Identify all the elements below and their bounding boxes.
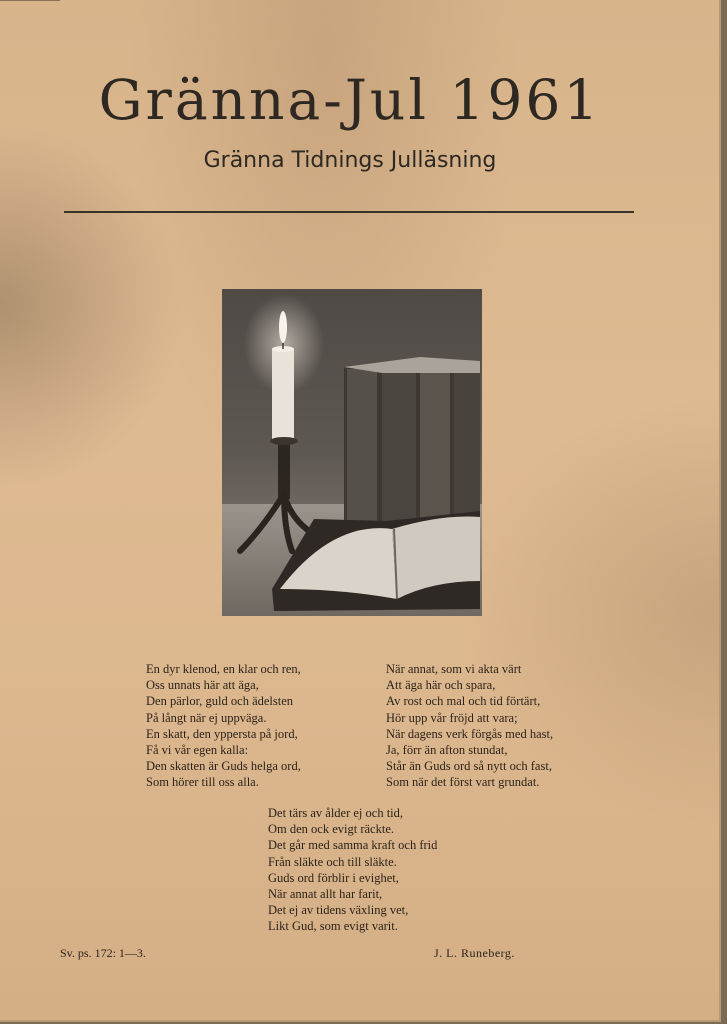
page-title: Gränna-Jul 1961 bbox=[98, 68, 602, 132]
page-subtitle: Gränna Tidnings Julläsning bbox=[203, 148, 497, 173]
poem-line: Ja, förr än afton stundat, bbox=[386, 743, 508, 758]
poem-verse-3 bbox=[268, 805, 437, 935]
poem-line: En skatt, den yppersta på jord, bbox=[146, 726, 298, 741]
poem-line: En dyr klenod, en klar och ren, bbox=[146, 662, 301, 676]
poem-line: Det ej av tidens växling vet, bbox=[268, 903, 409, 918]
poem-verse-1 bbox=[146, 661, 301, 791]
title-divider bbox=[64, 211, 634, 213]
poem-line: Guds ord förblir i evighet, bbox=[268, 870, 399, 885]
poem-line: Få vi vår egen kalla: bbox=[146, 743, 249, 758]
poem-author: J. L. Runeberg. bbox=[434, 946, 515, 960]
poem-verse-2 bbox=[386, 661, 553, 791]
candle-bible-illustration-icon bbox=[222, 289, 482, 616]
poem-line: Det går med samma kraft och frid bbox=[268, 838, 438, 853]
poem-line: Som hörer till oss alla. bbox=[146, 775, 259, 790]
poem-line: Från släkte och till släkte. bbox=[268, 854, 397, 869]
poem-line: Det tärs av ålder ej och tid, bbox=[268, 806, 404, 820]
poem-line: Av rost och mal och tid förtärt, bbox=[386, 694, 541, 709]
psalm-reference: Sv. ps. 172: 1—3. bbox=[60, 946, 146, 960]
poem-line: Likt Gud, som evigt varit. bbox=[268, 919, 398, 934]
poem-line: Den pärlor, guld och ädelsten bbox=[146, 694, 294, 709]
poem-line: Den skatten är Guds helga ord, bbox=[146, 759, 301, 774]
poem-line: När annat allt har farit, bbox=[268, 887, 383, 902]
poem-line: Om den ock evigt räckte. bbox=[268, 822, 394, 837]
poem-line: När annat, som vi akta värt bbox=[386, 662, 522, 676]
poem-line: Hör upp vår fröjd att vara; bbox=[386, 710, 518, 725]
page-corner-crease bbox=[0, 0, 60, 9]
poem-line: När dagens verk förgås med hast, bbox=[386, 726, 554, 741]
poem-line: Att äga här och spara, bbox=[386, 678, 496, 693]
poem-line: På långt när ej uppväga. bbox=[146, 710, 267, 725]
candle-and-bible-photo bbox=[222, 289, 482, 616]
poem-line: Som när det först vart grundat. bbox=[386, 775, 540, 790]
poem-line: Står än Guds ord så nytt och fast, bbox=[386, 759, 552, 774]
poem-line: Oss unnats här att äga, bbox=[146, 678, 259, 693]
